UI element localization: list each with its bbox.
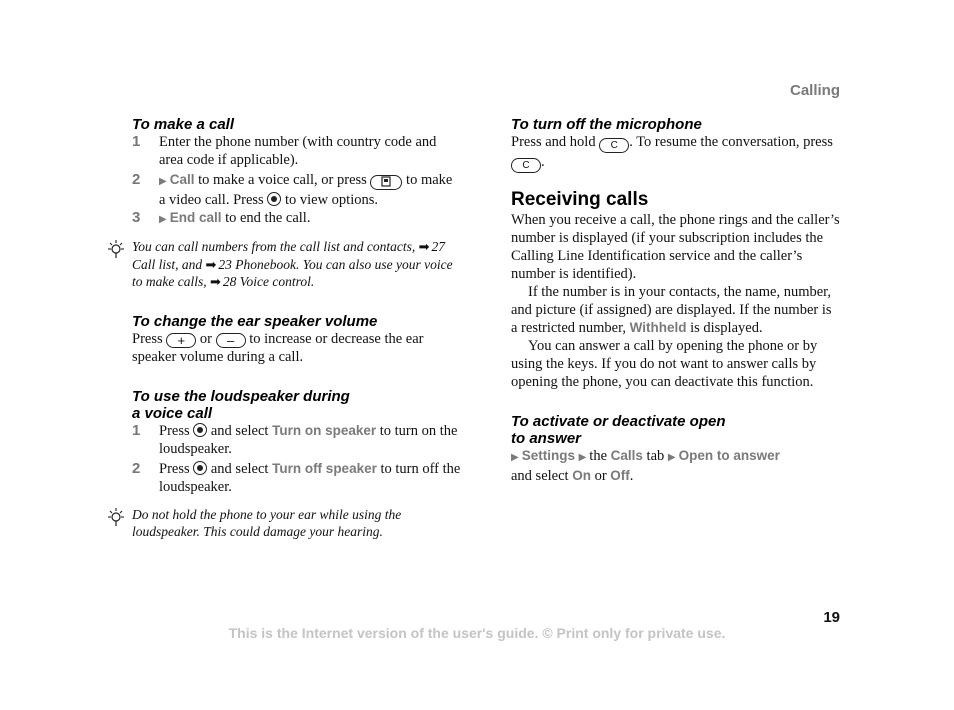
menu-arrow-icon: ▶ <box>159 214 167 225</box>
menu-withheld: Withheld <box>629 320 687 335</box>
receiving-para-1: When you receive a call, the phone rings and the caller’s number is displayed (if your subscription includes the Calling Line Identification service and the caller’s number is identified). <box>511 212 840 282</box>
reference-arrow-icon: ➡ <box>205 256 217 272</box>
menu-calls-tab: Calls <box>610 448 643 463</box>
c-key-icon: C <box>599 138 629 153</box>
loudspeaker-heading: To use the loudspeaker during a voice call <box>132 387 350 422</box>
joystick-icon <box>193 461 207 475</box>
menu-open-to-answer: Open to answer <box>678 448 780 463</box>
microphone-heading: To turn off the microphone <box>511 116 702 133</box>
tip-lightbulb-icon <box>106 238 126 260</box>
tip-text: Do not hold the phone to your ear while using the loudspeaker. This could damage your hearing. <box>132 506 402 539</box>
open-to-answer-text: ▶ Settings ▶ the Calls tab ▶ Open to answer and select On or Off. <box>511 448 780 484</box>
left-column <box>132 116 462 541</box>
joystick-icon <box>193 423 207 437</box>
joystick-icon <box>267 192 281 206</box>
menu-turn-off-speaker: Turn off speaker <box>272 460 377 476</box>
step-text: to make a voice call, or press <box>198 172 367 188</box>
menu-arrow-icon: ▶ <box>159 176 167 187</box>
tip-lightbulb-icon <box>106 506 126 528</box>
menu-arrow-icon: ▶ <box>511 452 519 463</box>
step-number: 2 <box>132 459 141 477</box>
tip-text: You can call numbers from the call list and contacts, <box>132 239 416 254</box>
step-text: Enter the phone number (with country code and area code if applicable). <box>159 134 437 168</box>
menu-on: On <box>572 468 591 483</box>
loudspeaker-step-2: 2 Press and select Turn off speaker to turn off the loudspeaker. <box>132 459 461 495</box>
ear-volume-text: Press + or – to increase or decrease the ear speaker volume during a call. <box>132 330 424 365</box>
receiving-calls-heading: Receiving calls <box>511 189 649 210</box>
page-number: 19 <box>823 609 840 626</box>
tip-ref-phonebook[interactable]: 23 Phonebook. You can also use your voice to make calls, <box>132 256 453 289</box>
reference-arrow-icon: ➡ <box>209 274 221 289</box>
menu-off: Off <box>610 468 630 483</box>
receiving-para-2: If the number is in your contacts, the name, number, and picture (if assigned) are displayed. If the number is a restricted number, Withheld is displayed. <box>511 284 832 336</box>
right-column <box>511 116 841 485</box>
make-call-step-2 <box>132 171 462 209</box>
tip-loudspeaker-warning <box>132 506 462 541</box>
make-call-step-1 <box>132 133 462 169</box>
make-call-step-3 <box>132 209 462 229</box>
footer-notice: This is the Internet version of the user's guide. © Print only for private use. <box>228 625 726 641</box>
loudspeaker-step-1: 1 Press and select Turn on speaker to turn on the loudspeaker. <box>132 421 458 457</box>
step-number: 1 <box>132 133 141 150</box>
open-to-answer-heading: To activate or deactivate open to answer <box>511 413 726 447</box>
tip-ref-call-list[interactable]: 27 Call list, and <box>132 239 446 272</box>
menu-settings: Settings <box>521 448 575 463</box>
menu-arrow-icon: ▶ <box>667 452 676 463</box>
make-call-heading: To make a call <box>132 116 234 133</box>
plus-key-icon: + <box>166 333 196 348</box>
menu-end-call: End call <box>169 210 222 225</box>
receiving-para-3: You can answer a call by opening the phone or by using the keys. If you do not want to answer calls by opening the phone, you can deactivate this function. <box>511 338 818 390</box>
reference-arrow-icon: ➡ <box>418 239 430 254</box>
section-title: Calling <box>789 82 840 99</box>
step-number: 1 <box>132 421 141 439</box>
step-number: 2 <box>132 171 141 188</box>
ear-volume-heading: To change the ear speaker volume <box>132 312 378 330</box>
tip-call-numbers <box>132 238 462 291</box>
microphone-text: Press and hold C . To resume the conversation, press C . <box>511 134 833 171</box>
step-text: to make a video call. Press <box>159 172 453 208</box>
minus-key-icon: – <box>216 333 246 348</box>
menu-turn-on-speaker: Turn on speaker <box>272 422 377 438</box>
c-key-icon: C <box>511 158 541 173</box>
tip-ref-voice-control[interactable]: 28 Voice control. <box>222 274 315 289</box>
video-call-key-icon <box>370 175 402 190</box>
step-number: 3 <box>132 209 141 226</box>
step-text: to view options. <box>284 192 378 208</box>
menu-arrow-icon: ▶ <box>578 452 587 463</box>
step-text: to end the call. <box>225 210 311 226</box>
menu-call: Call <box>169 172 195 187</box>
